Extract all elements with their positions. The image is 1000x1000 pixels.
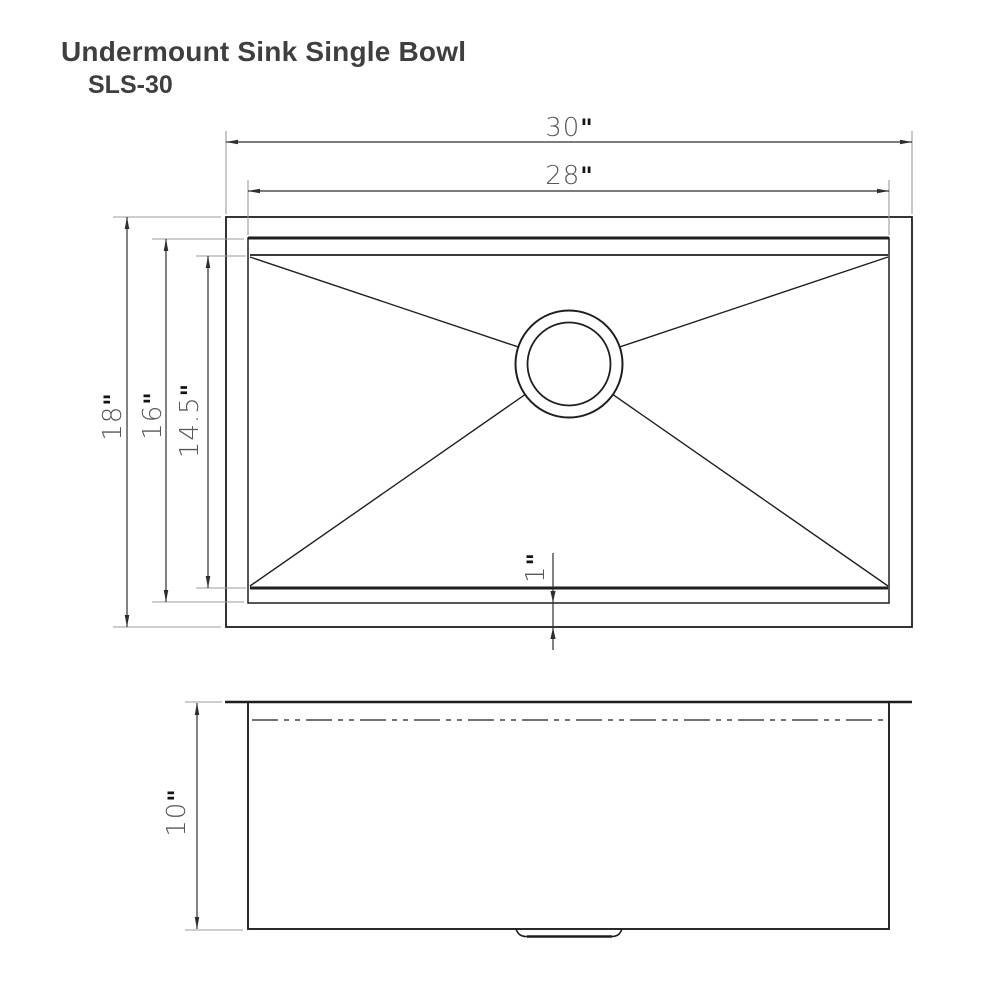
side-view-extension-lines [185, 702, 243, 930]
model-number: SLS-30 [88, 71, 173, 99]
inch-mark: " [580, 162, 593, 190]
inch-mark: " [176, 383, 204, 397]
dim-label-1in: 1" [521, 552, 551, 584]
top-view-dimension-lines [127, 142, 912, 650]
top-view-outer-rim [226, 217, 912, 627]
drain-inner-circle [528, 323, 611, 406]
side-view [225, 702, 912, 937]
top-view [226, 217, 912, 627]
top-view-inner-rim [248, 238, 889, 603]
inch-mark: " [163, 789, 191, 802]
inch-mark: " [139, 392, 167, 405]
dim-label-16in: 16" [138, 392, 168, 440]
inch-mark: " [99, 393, 127, 406]
dim-label-28in: 28" [545, 161, 593, 191]
dim-label-18in: 18" [98, 393, 128, 441]
top-view-extension-lines [113, 131, 912, 627]
bowl-slope-diagonals [250, 257, 888, 586]
inch-mark: " [580, 114, 593, 142]
side-view-bowl-body [248, 702, 889, 929]
dim-label-14-5in: 14.5" [175, 383, 205, 459]
drawing-title: Undermount Sink Single Bowl [61, 36, 467, 67]
dim-label-30in: 30" [545, 113, 593, 143]
dim-label-10in: 10" [162, 789, 192, 837]
inch-mark: " [522, 552, 550, 566]
